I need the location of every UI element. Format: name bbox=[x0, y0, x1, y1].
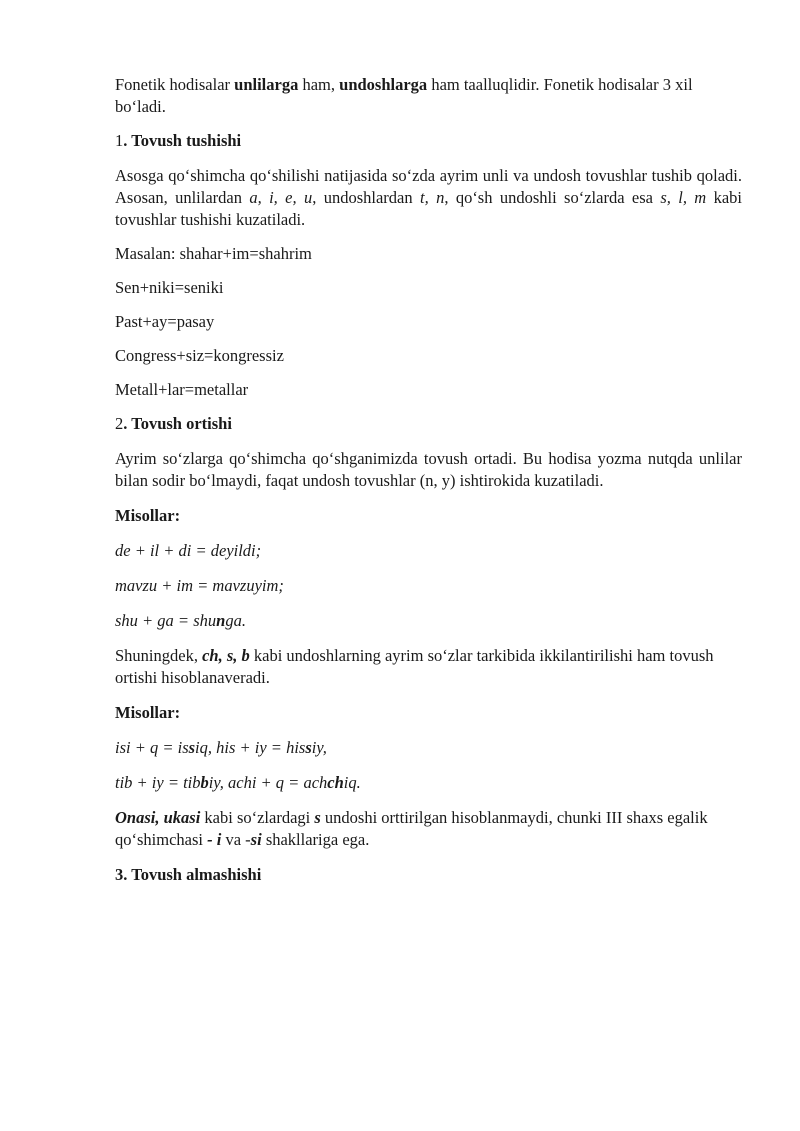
bold-term: unlilarga bbox=[234, 75, 299, 94]
text-run: tib + iy = tib bbox=[115, 773, 201, 792]
text-run: ham, bbox=[298, 75, 340, 94]
section-2-paragraph: Ayrim so‘zlarga qo‘shimcha qo‘shganimizda tovush ortadi. Bu hodisa yozma nutqda unlilar bilan sodir bo‘lmaydi, faqat undosh tovushlar (n, y) ishtirokida kuzatiladi. bbox=[115, 449, 742, 490]
misollar-label: Misollar: bbox=[115, 703, 181, 722]
bold-italic-term: ch, s, b bbox=[202, 646, 250, 665]
section-1-heading bbox=[115, 130, 742, 152]
bold-term: undoshlarga bbox=[339, 75, 428, 94]
section-1-paragraph bbox=[115, 165, 742, 231]
bold-italic-term: Onasi, ukasi bbox=[115, 808, 201, 827]
text-run: iq. bbox=[343, 773, 361, 792]
text-run: mavzu + im = mavzu bbox=[115, 576, 255, 595]
example-line: Past+ay=pasay bbox=[115, 312, 215, 331]
section-title: . Tovush tushishi bbox=[123, 131, 242, 150]
example-line: Masalan: shahar+im=shahrim bbox=[115, 244, 312, 263]
example-line: Sen+niki=seniki bbox=[115, 278, 224, 297]
example-line bbox=[115, 575, 742, 597]
text-run: ildi; bbox=[233, 541, 262, 560]
italic-term: t, n bbox=[420, 188, 445, 207]
text-run: shu + ga = shu bbox=[115, 611, 217, 630]
highlight-letter: s bbox=[188, 738, 196, 757]
section-title: . Tovush ortishi bbox=[123, 414, 232, 433]
section-2-heading bbox=[115, 413, 742, 435]
text-run: Fonetik hodisalar bbox=[115, 75, 235, 94]
text-run: kabi so‘zlardagi bbox=[200, 808, 315, 827]
italic-term: a, i, e, u bbox=[249, 188, 313, 207]
example-line bbox=[115, 540, 742, 562]
example-line: Congress+siz=kongressiz bbox=[115, 346, 284, 365]
text-run: Shuningdek, bbox=[115, 646, 203, 665]
highlight-letter: ch bbox=[327, 773, 344, 792]
intro-paragraph bbox=[115, 74, 742, 118]
text-run: im; bbox=[261, 576, 284, 595]
bold-italic-term: - i bbox=[207, 830, 222, 849]
text-run: , undoshlardan bbox=[312, 188, 420, 207]
section-2-paragraph-3 bbox=[115, 807, 742, 851]
example-line: Metall+lar=metallar bbox=[115, 380, 249, 399]
text-run: undoshi orttirilgan hisoblanmaydi, chunki III shaxs egalik qo‘shimchasi bbox=[115, 808, 708, 849]
highlight-letter: b bbox=[200, 773, 209, 792]
text-run: , qo‘sh undoshli so‘zlarda esa bbox=[444, 188, 661, 207]
text-run: isi + q = is bbox=[115, 738, 189, 757]
section-number: 1 bbox=[115, 131, 124, 150]
text-run: va - bbox=[221, 830, 251, 849]
italic-term: s, l, m bbox=[660, 188, 707, 207]
document-body bbox=[115, 74, 742, 886]
section-3-heading: 3. Tovush almashishi bbox=[115, 865, 262, 884]
misollar-label: Misollar: bbox=[115, 506, 181, 525]
text-run: ga. bbox=[225, 611, 246, 630]
highlight-letter: s bbox=[305, 738, 312, 757]
bold-italic-term: si bbox=[250, 830, 262, 849]
highlight-letter: y bbox=[226, 541, 234, 560]
text-run: shakllariga ega. bbox=[261, 830, 370, 849]
text-run: iy, achi + q = ach bbox=[208, 773, 328, 792]
highlight-letter: n bbox=[216, 611, 226, 630]
text-run: kabi tovushlar tushishi kuzatiladi. bbox=[115, 188, 743, 229]
text-run: de + il + di = de bbox=[115, 541, 227, 560]
text-run: Asosga qo‘shimcha qo‘shilishi natijasida so‘zda ayrim unli va undosh tovushlar tushib qoladi. Asosan, unlilardan bbox=[115, 166, 742, 207]
text-run: iq, his + iy = his bbox=[195, 738, 306, 757]
example-line bbox=[115, 610, 742, 632]
example-line bbox=[115, 737, 742, 759]
section-number: 2 bbox=[115, 414, 124, 433]
text-run: ham taalluqlidir. Fonetik hodisalar 3 xil bo‘ladi. bbox=[115, 75, 693, 116]
bold-italic-term: s bbox=[314, 808, 321, 827]
highlight-letter: y bbox=[254, 576, 262, 595]
example-line bbox=[115, 772, 742, 794]
text-run: iy, bbox=[311, 738, 327, 757]
text-run: kabi undoshlarning ayrim so‘zlar tarkibida ikkilantirilishi ham tovush ortishi hisoblanaveradi. bbox=[115, 646, 714, 687]
section-2-paragraph-2 bbox=[115, 645, 742, 689]
